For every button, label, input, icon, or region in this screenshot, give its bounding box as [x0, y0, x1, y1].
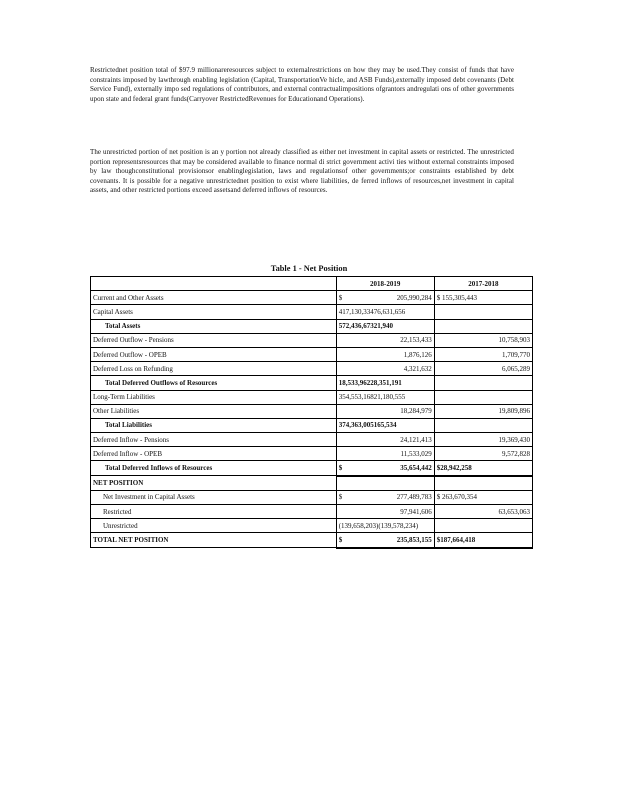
value-2017-2018 — [434, 305, 532, 319]
value-2017-2018 — [434, 476, 532, 491]
table-row — [91, 362, 533, 376]
currency-symbol: $ — [338, 293, 343, 302]
value-2018-2019: 1,876,126 — [336, 347, 434, 361]
column-header-2018-2019: 2018-2019 — [336, 277, 434, 291]
row-label: Capital Assets — [91, 305, 337, 319]
value-2017-2018 — [434, 390, 532, 404]
row-label: TOTAL NET POSITION — [91, 533, 337, 548]
table-row — [91, 447, 533, 461]
row-label: Deferred Loss on Refunding — [91, 362, 337, 376]
section-label: NET POSITION — [91, 476, 337, 491]
table-section-row — [91, 476, 533, 491]
table-row — [91, 404, 533, 418]
row-label: Restricted — [91, 505, 337, 519]
value-2018-2019: 354,553,16821,180,555 — [336, 390, 434, 404]
value-2017-2018: 10,758,903 — [434, 333, 532, 347]
value-2017-2018: 6,065,289 — [434, 362, 532, 376]
row-label: Current and Other Assets — [91, 291, 337, 305]
value-2018-2019 — [336, 291, 434, 305]
value-2018-2019: 97,941,606 — [336, 505, 434, 519]
currency-symbol: $ — [338, 535, 343, 544]
table-row — [91, 519, 533, 533]
table-row-total — [91, 319, 533, 333]
value-2017-2018: $187,664,418 — [434, 533, 532, 548]
value-2017-2018 — [434, 376, 532, 390]
value-2018-2019: 4,321,632 — [336, 362, 434, 376]
row-label: Total Liabilities — [91, 418, 337, 432]
row-label: Net Investment in Capital Assets — [91, 490, 337, 504]
amount: 205,990,284 — [396, 293, 432, 302]
row-label: Other Liabilities — [91, 404, 337, 418]
value-2018-2019: 417,130,33476,631,656 — [336, 305, 434, 319]
table-row-grand-total — [91, 533, 533, 548]
row-label: Total Assets — [91, 319, 337, 333]
table-row — [91, 505, 533, 519]
column-header-2017-2018: 2017-2018 — [434, 277, 532, 291]
value-2018-2019 — [336, 461, 434, 476]
value-2018-2019 — [336, 490, 434, 504]
value-2018-2019: 11,533,029 — [336, 447, 434, 461]
table-row — [91, 333, 533, 347]
amount: 235,853,155 — [396, 535, 432, 544]
value-2017-2018: $ 155,305,443 — [434, 291, 532, 305]
value-2017-2018: $28,942,258 — [434, 461, 532, 476]
value-2018-2019: 24,121,413 — [336, 433, 434, 447]
row-label: Total Deferred Inflows of Resources — [91, 461, 337, 476]
header-blank-cell — [91, 277, 337, 291]
amount: 35,654,442 — [400, 464, 432, 473]
table-row-total — [91, 461, 533, 476]
value-2017-2018: 19,809,896 — [434, 404, 532, 418]
currency-symbol: $ — [338, 464, 343, 473]
table-row-total — [91, 418, 533, 432]
table-row — [91, 305, 533, 319]
table-row — [91, 490, 533, 504]
value-2018-2019 — [336, 476, 434, 491]
row-label: Deferred Outflow - OPEB — [91, 347, 337, 361]
value-2017-2018 — [434, 418, 532, 432]
value-2017-2018 — [434, 319, 532, 333]
table-row — [91, 291, 533, 305]
table-row-total — [91, 376, 533, 390]
net-position-table — [90, 276, 533, 549]
value-2017-2018 — [434, 519, 532, 533]
value-2017-2018: 1,709,770 — [434, 347, 532, 361]
row-label: Long-Term Liabilities — [91, 390, 337, 404]
row-label: Unrestricted — [91, 519, 337, 533]
value-2018-2019: (139,658,203)(139,578,234) — [336, 519, 434, 533]
amount: 277,489,783 — [396, 493, 432, 502]
value-2018-2019: 22,153,433 — [336, 333, 434, 347]
value-2018-2019 — [336, 533, 434, 548]
value-2017-2018: 9,572,828 — [434, 447, 532, 461]
table-header-row — [91, 277, 533, 291]
row-label: Deferred Inflow - Pensions — [91, 433, 337, 447]
table-row — [91, 347, 533, 361]
value-2017-2018: 63,653,063 — [434, 505, 532, 519]
paragraph-restricted-net-position: Restrictednet position total of $97.9 millionareresources subject to externalrestrictions on how they may be used.They consist of funds that have constraints imposed by lawthrough enabling legislation (Capital, TransportationVe hicle, and ASB Funds),externally imposed debt covenants (Debt Service Fund), externally impo sed regulations of contributors, and external contractualimpositions ofgrantors andregulati ons of other governments upon state and federal grant funds(Carryover RestrictedRevenues for Educationand Operations). — [90, 66, 514, 103]
row-label: Deferred Outflow - Pensions — [91, 333, 337, 347]
row-label: Deferred Inflow - OPEB — [91, 447, 337, 461]
row-label: Total Deferred Outflows of Resources — [91, 376, 337, 390]
value-2018-2019: 18,284,979 — [336, 404, 434, 418]
currency-symbol: $ — [338, 493, 343, 502]
table-caption: Table 1 - Net Position — [270, 264, 348, 273]
value-2018-2019: 374,363,005165,534 — [336, 418, 434, 432]
value-2018-2019: 18,533,96228,351,191 — [336, 376, 434, 390]
value-2017-2018: $ 263,670,354 — [434, 490, 532, 504]
value-2017-2018: 19,369,430 — [434, 433, 532, 447]
table-row — [91, 390, 533, 404]
paragraph-unrestricted-net-position: The unrestricted portion of net position is an y portion not already classified as either net investment in capital assets or restricted. The unrestricted portion representsresources that may be considered available to finance normal di strict government activi ties without external constraints imposed by law thoughconstitutional provisionsor enablinglegislation, laws and regulationsof other governments;or constraints established by debt covenants. It is possible for a negative unrestrictednet position to exist where liabilities, de ferred inflows of resources,net investment in capital assets, and other restricted portions exceed assetsand deferred inflows of resources. — [90, 148, 514, 195]
table-row — [91, 433, 533, 447]
value-2018-2019: 572,436,67321,940 — [336, 319, 434, 333]
